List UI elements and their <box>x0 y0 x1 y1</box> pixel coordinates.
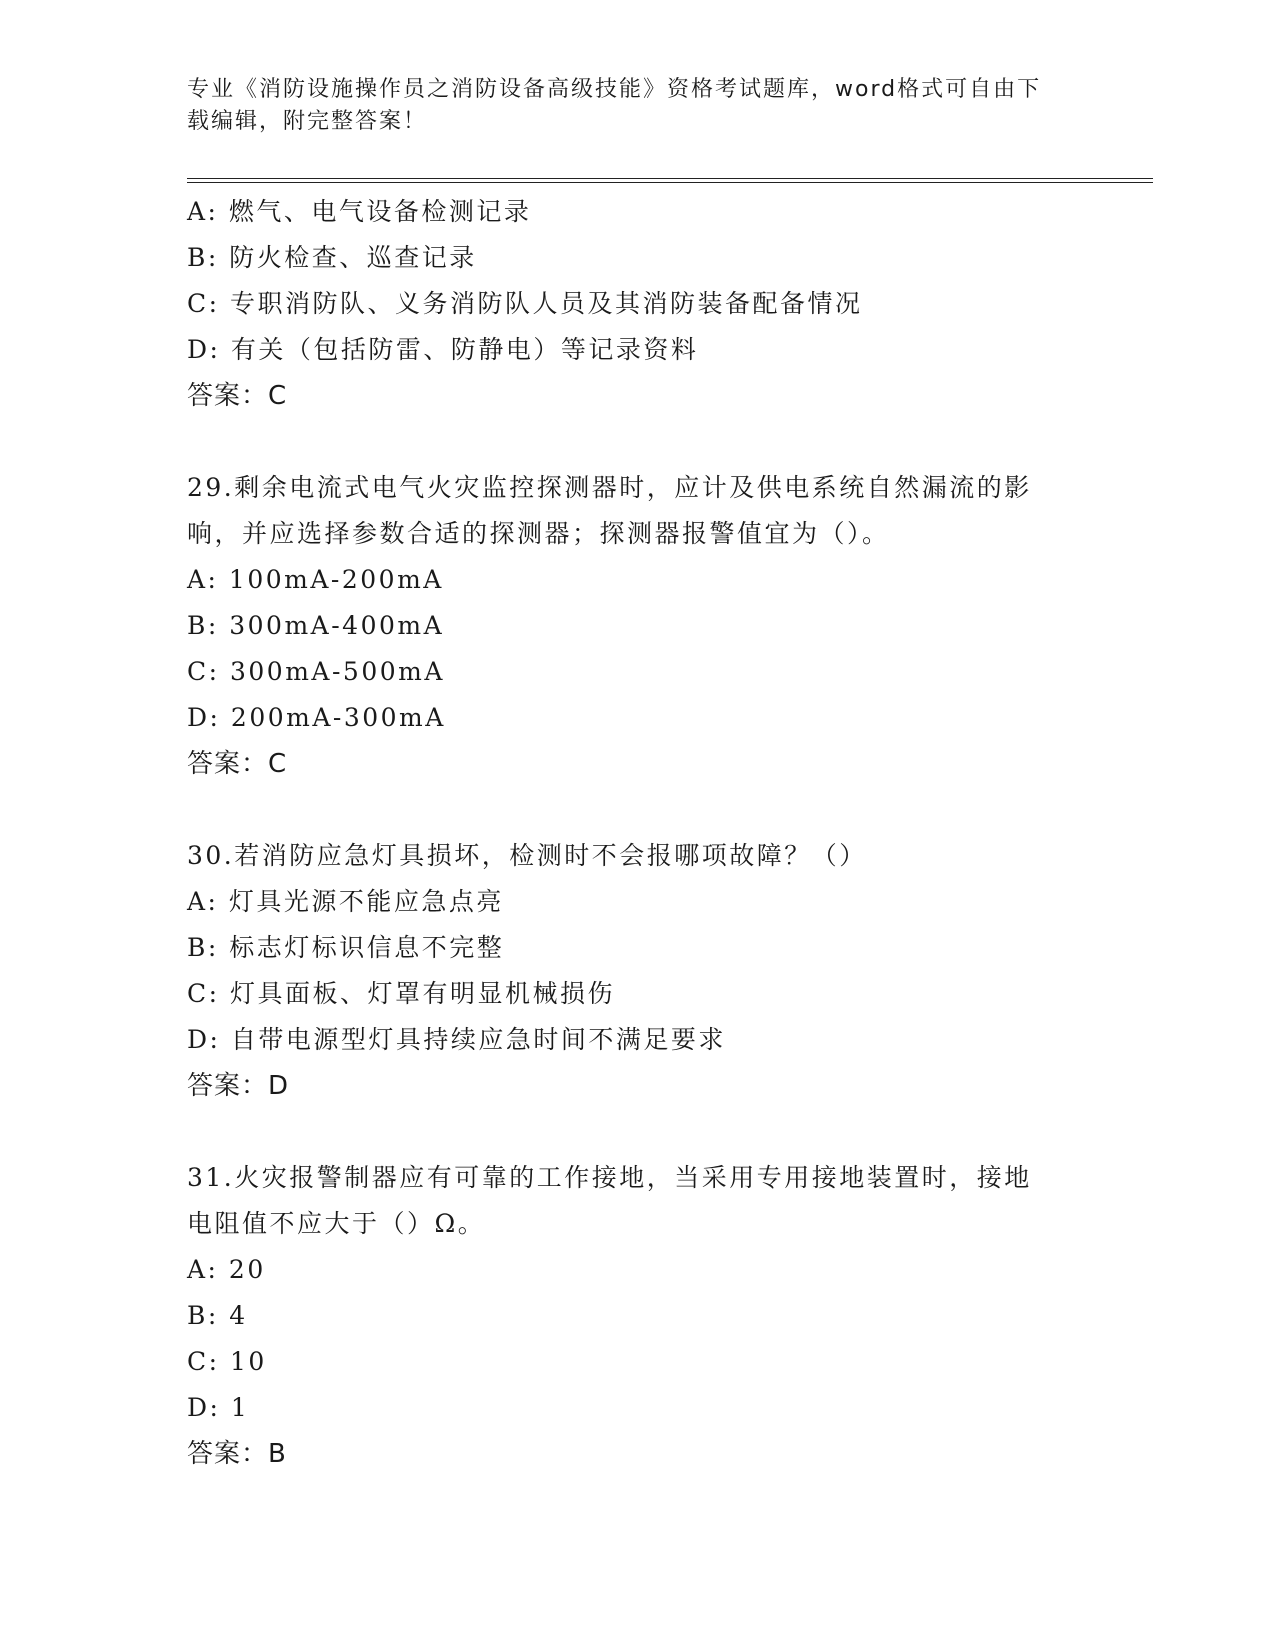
option-d: D: 自带电源型灯具持续应急时间不满足要求 <box>187 1025 726 1054</box>
spacer <box>187 1109 1087 1155</box>
option-b: B: 防火检查、巡查记录 <box>187 243 477 272</box>
option-b: B: 4 <box>187 1301 248 1330</box>
option-d: D: 200mA-300mA <box>187 703 446 732</box>
option-b: B: 300mA-400mA <box>187 611 445 640</box>
question-29 <box>187 465 1087 787</box>
question-30 <box>187 833 1087 1109</box>
option-c: C: 10 <box>187 1347 267 1376</box>
spacer <box>187 787 1087 833</box>
answer: 答案：D <box>187 1071 290 1101</box>
option-d: D: 有关（包括防雷、防静电）等记录资料 <box>187 335 699 364</box>
option-a: A: 灯具光源不能应急点亮 <box>187 887 504 916</box>
option-b: B: 标志灯标识信息不完整 <box>187 933 505 962</box>
question-stem-line-1: 31.火灾报警制器应有可靠的工作接地，当采用专用接地装置时，接地 <box>187 1163 1032 1192</box>
question-stem-line-1: 30.若消防应急灯具损坏，检测时不会报哪项故障？（） <box>187 841 867 870</box>
question-31 <box>187 1155 1087 1477</box>
question-list <box>187 189 1087 1477</box>
question-stem-line-2: 电阻值不应大于（）Ω。 <box>187 1209 486 1238</box>
spacer <box>187 419 1087 465</box>
option-a: A: 20 <box>187 1255 266 1284</box>
header-line-2: 载编辑，附完整答案！ <box>187 109 428 134</box>
answer: 答案：C <box>187 749 288 779</box>
question-28 <box>187 189 1087 419</box>
option-a: A: 燃气、电气设备检测记录 <box>187 197 532 226</box>
option-c: C: 专职消防队、义务消防队人员及其消防装备配备情况 <box>187 289 863 318</box>
answer: 答案：C <box>187 381 288 411</box>
header-line-1: 专业《消防设施操作员之消防设备高级技能》资格考试题库，word格式可自由下 <box>187 77 1042 102</box>
option-a: A: 100mA-200mA <box>187 565 444 594</box>
answer: 答案：B <box>187 1439 287 1469</box>
header-divider-bottom <box>187 182 1153 183</box>
option-c: C: 灯具面板、灯罩有明显机械损伤 <box>187 979 615 1008</box>
question-stem-line-2: 响，并应选择参数合适的探测器；探测器报警值宜为（）。 <box>187 519 890 548</box>
question-stem-line-1: 29.剩余电流式电气火灾监控探测器时，应计及供电系统自然漏流的影 <box>187 473 1032 502</box>
option-c: C: 300mA-500mA <box>187 657 445 686</box>
option-d: D: 1 <box>187 1393 250 1422</box>
header-divider-top <box>187 178 1153 179</box>
document-header <box>187 74 1087 138</box>
